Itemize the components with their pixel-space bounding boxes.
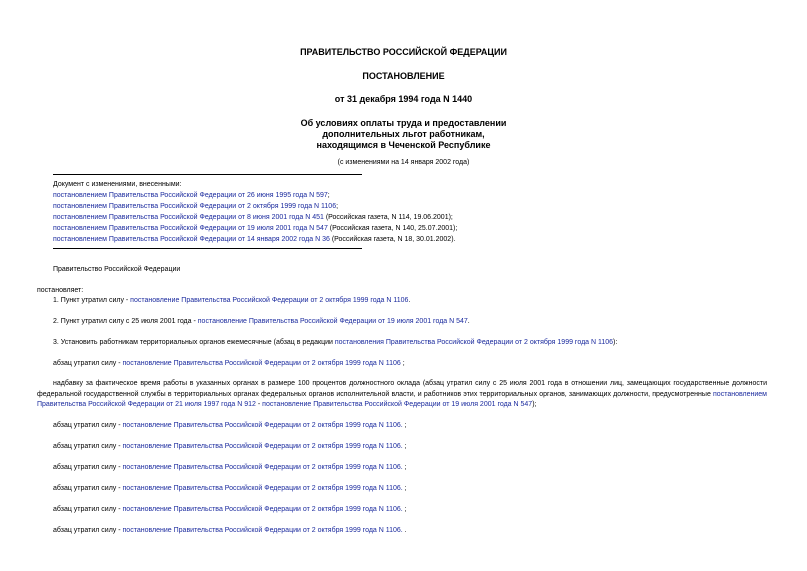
amended-note: (с изменениями на 14 января 2002 года) [337,159,470,166]
amendment-suffix: (Российская газета, N 140, 25.07.2001); [327,225,458,232]
repealed-paragraph-text: абзац утратил силу - [53,422,123,429]
repealed-paragraph-end: . [402,527,407,534]
issuer-line: Правительство Российской Федерации [53,266,181,273]
amendments-bottom-rule [53,248,362,249]
document-title-line-1: Об условиях оплаты труда и предоставлении [300,118,507,128]
repealed-paragraph-text: абзац утратил силу - [53,443,123,450]
paragraph-3 [53,338,617,347]
repealed-paragraph-link[interactable]: постановление Правительства Российской Федерации от 2 октября 1999 года N 1106. [122,464,403,471]
allowance-link-547[interactable]: постановление Правительства Российской Федерации от 19 июля 2001 года N 547 [262,401,533,408]
repealed-paragraph-link[interactable]: постановление Правительства Российской Федерации от 2 октября 1999 года N 1106. [122,443,403,450]
amendment-item [53,235,455,244]
amendments-intro: Документ с изменениями, внесенными: [53,181,182,188]
repealed-paragraph-end: ; [400,360,405,367]
document-title-line-3: находящимся в Чеченской Республике [316,140,491,150]
amendment-item [53,224,457,233]
repealed-paragraph-link[interactable]: постановление Правительства Российской Федерации от 2 октября 1999 года N 1106. [122,485,403,492]
amendment-link[interactable]: постановлением Правительства Российской Федерации от 19 июля 2001 года N 547 [53,225,328,232]
repealed-paragraph-link[interactable]: постановление Правительства Российской Федерации от 2 октября 1999 года N 1106. [122,422,403,429]
amendment-suffix: ; [336,203,339,210]
repealed-paragraph [53,359,405,368]
paragraph-2-end: . [467,318,470,325]
government-heading: ПРАВИТЕЛЬСТВО РОССИЙСКОЙ ФЕДЕРАЦИИ [300,47,507,57]
repealed-paragraph-text: абзац утратил силу - [53,464,123,471]
amendment-link[interactable]: постановлением Правительства Российской Федерации от 26 июня 1995 года N 597 [53,192,328,199]
amendment-suffix: (Российская газета, N 114, 19.06.2001); [323,214,453,221]
amendments-top-rule [53,174,362,175]
paragraph-3-link[interactable]: постановления Правительства Российской Федерации от 2 октября 1999 года N 1106 [334,339,614,346]
repealed-paragraph-text: абзац утратил силу - [53,527,123,534]
repealed-paragraph-end: ; [402,443,407,450]
paragraph-1-text: 1. Пункт утратил силу - [53,297,131,304]
repealed-paragraph [53,442,407,451]
resolves-line: постановляет: [37,287,84,294]
allowance-paragraph [37,379,767,411]
repealed-paragraph-text: абзац утратил силу - [53,506,123,513]
repealed-paragraph-end: ; [402,464,407,471]
allowance-end: ); [532,401,537,408]
paragraph-1-end: . [408,297,411,304]
repealed-paragraph [53,505,407,514]
date-number-heading: от 31 декабря 1994 года N 1440 [334,94,473,104]
paragraph-2-text: 2. Пункт утратил силу с 25 июля 2001 года - [53,318,198,325]
repealed-paragraph-end: ; [402,422,407,429]
repealed-paragraph-link[interactable]: постановление Правительства Российской Федерации от 2 октября 1999 года N 1106 [122,360,401,367]
repealed-paragraph-link[interactable]: постановление Правительства Российской Федерации от 2 октября 1999 года N 1106. [122,527,403,534]
amendment-link[interactable]: постановлением Правительства Российской Федерации от 2 октября 1999 года N 1106 [53,203,337,210]
paragraph-2-link[interactable]: постановление Правительства Российской Федерации от 19 июля 2001 года N 547 [197,318,468,325]
amendment-link[interactable]: постановлением Правительства Российской Федерации от 14 января 2002 года N 36 [53,236,330,243]
repealed-paragraph-text: абзац утратил силу - [53,360,123,367]
repealed-paragraph-end: ; [402,506,407,513]
allowance-text: надбавку за фактическое время работы в указанных органах в размере 100 процентов должностного оклада (абзац утратил силу с 25 июля 2001 года в отношении лиц, замещающих государственные должности федеральной государственной службы в территориальных органах федеральных органов исполнительной власти, и работников этих территориальных органов, занимающих должности, предусмотренные [37,380,767,398]
document-type-heading: ПОСТАНОВЛЕНИЕ [362,71,445,81]
paragraph-3-end: ): [613,339,618,346]
amendment-suffix: (Российская газета, N 18, 30.01.2002). [329,236,456,243]
repealed-paragraph [53,526,407,535]
repealed-paragraph [53,484,407,493]
paragraph-2 [53,317,470,326]
repealed-paragraph-text: абзац утратил силу - [53,485,123,492]
repealed-paragraph [53,421,407,430]
repealed-paragraph-link[interactable]: постановление Правительства Российской Федерации от 2 октября 1999 года N 1106. [122,506,403,513]
allowance-separator: - [255,401,263,408]
document-title-line-2: дополнительных льгот работникам, [322,129,485,139]
repealed-paragraph [53,463,407,472]
paragraph-3-text: 3. Установить работникам территориальных органов ежемесячные (абзац в редакции [53,339,335,346]
allowance-link-912[interactable]: постановлением Правительства Российской Федерации от 21 июля 1997 года N 912 [37,390,767,408]
repealed-paragraph-end: ; [402,485,407,492]
paragraph-1 [53,296,410,305]
amendment-item [53,191,330,200]
amendment-item [53,202,338,211]
amendment-suffix: ; [327,192,330,199]
amendment-link[interactable]: постановлением Правительства Российской Федерации от 8 июня 2001 года N 451 [53,214,324,221]
paragraph-1-link[interactable]: постановление Правительства Российской Федерации от 2 октября 1999 года N 1106 [130,297,409,304]
amendment-item [53,213,453,222]
